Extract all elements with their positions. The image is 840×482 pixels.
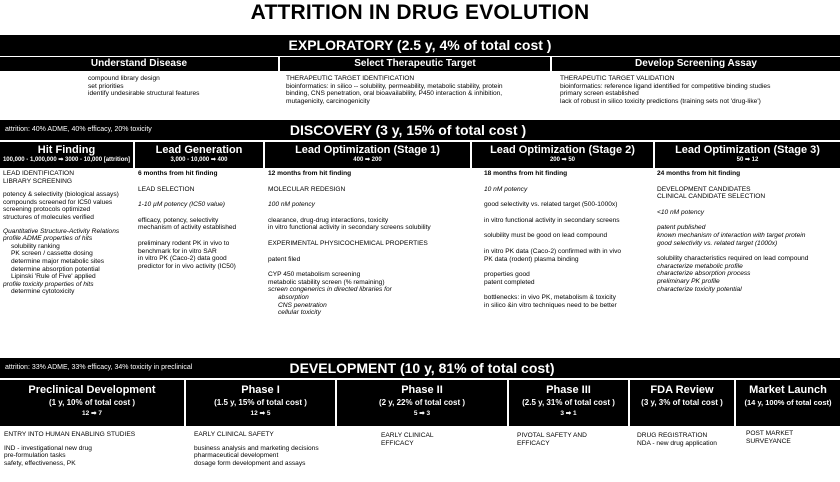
stage-phase-3 <box>509 380 628 426</box>
exploratory-column-1 <box>0 57 278 98</box>
body-line: efficacy, potency, selectivity <box>138 216 219 224</box>
body-line: properties good <box>484 271 530 279</box>
body-line: LEAD IDENTIFICATION <box>3 170 74 177</box>
stage-hit-finding <box>0 142 133 168</box>
body-line: characterize absorption process <box>657 270 751 278</box>
stage-cost: (1 y, 10% of total cost ) <box>48 398 136 407</box>
body-line: absorption <box>278 293 309 301</box>
stage-cost: (3 y, 3% of total cost ) <box>641 398 723 407</box>
body-line: 18 months from hit finding <box>484 170 568 177</box>
column-heading: Select Therapeutic Target <box>280 57 550 71</box>
body-line: good selectivity vs. related target (1000x) <box>657 239 778 247</box>
phase-3-body <box>517 432 627 447</box>
body-line: DEVELOPMENT CANDIDATES <box>657 185 751 193</box>
stage-label: Phase I <box>241 384 280 396</box>
body-line: 12 months from hit finding <box>268 170 352 177</box>
stage-cost: (1.5 y, 15% of total cost ) <box>214 398 307 407</box>
body-line: known mechanism of interaction with target protein <box>657 231 806 239</box>
body-line: IND - investigational new drug <box>4 444 92 452</box>
development-label: DEVELOPMENT (10 y, 81% of total cost) <box>289 360 555 376</box>
development-attrition-note: attrition: 33% ADME, 33% efficacy, 34% toxicity in preclinical <box>5 364 193 371</box>
body-line: profile ADME properties of hits <box>3 235 93 243</box>
stage-attrition: 200 ➡ 50 <box>549 157 576 163</box>
body-line: 100 nM potency <box>268 201 315 209</box>
stage-phase-2 <box>337 380 507 426</box>
body-line: DRUG REGISTRATION <box>637 432 708 439</box>
body-line: PIVOTAL SAFETY AND <box>517 432 587 439</box>
stage-label: Lead Optimization (Stage 3) <box>675 144 820 156</box>
body-line: preliminary rodent PK in vivo to <box>138 239 230 247</box>
body-line: solubility must be good on lead compound <box>484 232 608 240</box>
body-line: clearance, drug-drug interactions, toxicity <box>268 216 389 224</box>
body-line: in vitro PK (Caco-2) data good <box>138 255 227 263</box>
stage-cost: (2 y, 22% of total cost ) <box>378 398 466 407</box>
body-line: bioinformatics: in silico -- solubility, permeability, metabolic stability, protein <box>286 82 503 90</box>
body-line: screening protocols optimized <box>3 206 91 214</box>
body-line: screen congenerics in directed libraries for <box>268 286 392 294</box>
stage-attrition: 5 ➡ 3 <box>413 410 431 417</box>
body-line: dosage form development and assays <box>194 459 306 467</box>
body-line: primary screen established <box>560 90 639 98</box>
body-line: potency & selectivity (biological assays) <box>3 191 119 199</box>
body-line: solubility ranking <box>11 242 60 250</box>
stage-attrition: 3,000 - 10,000 ➡ 400 <box>170 157 228 163</box>
body-line: THERAPEUTIC TARGET IDENTIFICATION <box>286 75 415 82</box>
stage-attrition: 50 ➡ 12 <box>736 157 759 163</box>
exploratory-label: EXPLORATORY (2.5 y, 4% of total cost ) <box>288 37 552 53</box>
phase-1-body <box>194 431 339 467</box>
body-line: 24 months from hit finding <box>657 170 741 177</box>
body-line: EARLY CLINICAL <box>381 432 434 439</box>
body-line: characterize metabolic profile <box>657 262 743 270</box>
stage-label: FDA Review <box>650 384 714 396</box>
body-line: PK data (rodent) plasma binding <box>484 255 579 263</box>
body-line: MOLECULAR REDESIGN <box>268 185 346 193</box>
hit-finding-body <box>3 170 134 350</box>
column-heading: Develop Screening Assay <box>552 57 840 71</box>
body-line: metabolic stability screen (% remaining) <box>268 278 385 286</box>
body-line: structures of molecules verified <box>3 213 94 221</box>
body-line: bioinformatics: reference ligand identified for competitive binding studies <box>560 82 771 90</box>
stage-lead-opt-3 <box>655 142 840 168</box>
body-line: patent published <box>657 224 706 232</box>
stage-lead-generation <box>135 142 263 168</box>
stage-label: Hit Finding <box>37 144 96 156</box>
column-body <box>280 71 550 105</box>
body-line: solubility characteristics required on lead compound <box>657 255 809 263</box>
stage-attrition: 400 ➡ 200 <box>353 157 382 163</box>
body-line: binding, CNS penetration, oral bioavailability, P450 interaction & inhibition, <box>286 90 503 98</box>
body-line: business analysis and marketing decisions <box>194 444 319 452</box>
lead-opt-1-body <box>268 170 471 350</box>
stage-label: Lead Generation <box>155 144 243 156</box>
body-line: patent completed <box>484 278 535 286</box>
stage-fda-review <box>630 380 734 426</box>
body-line: Lipinski 'Rule of Five' applied <box>11 273 96 281</box>
stage-attrition: 12 ➡ 7 <box>82 410 102 417</box>
body-line: EXPERIMENTAL PHYSICOCHEMICAL PROPERTIES <box>268 239 428 247</box>
body-line: EFFICACY <box>517 439 550 447</box>
stage-cost: (2.5 y, 31% of total cost ) <box>522 398 615 407</box>
fda-review-body <box>637 432 737 447</box>
body-line: determine cytotoxicity <box>11 288 75 296</box>
stage-label: Phase II <box>401 384 443 396</box>
body-line: EFFICACY <box>381 439 414 447</box>
body-line: in vitro PK data (Caco-2) confirmed with in vivo <box>484 247 622 255</box>
body-line: patent filed <box>268 255 301 263</box>
body-line: identify undesirable structural features <box>88 90 200 98</box>
stage-lead-opt-1 <box>265 142 470 168</box>
body-line: lack of robust in silico toxicity predictions (training sets not 'drug-like') <box>560 97 761 105</box>
body-line: safety, effectiveness, PK <box>4 459 76 467</box>
stage-label: Market Launch <box>749 384 827 396</box>
stage-lead-opt-2 <box>472 142 653 168</box>
body-line: preliminary PK profile <box>657 277 720 285</box>
body-line: pre-formulation tasks <box>4 452 66 460</box>
body-line: Quantitative Structure-Activity Relations <box>3 227 120 235</box>
lead-generation-body <box>138 170 264 350</box>
body-line: benchmark for in vitro SAR <box>138 247 217 255</box>
body-line: CNS penetration <box>278 301 327 309</box>
lead-opt-3-body <box>657 170 840 350</box>
body-line: pharmaceutical development <box>194 452 279 460</box>
stage-phase-1 <box>186 380 335 426</box>
body-line: set priorities <box>88 82 124 90</box>
body-line: bottlenecks: in vivo PK, metabolism & toxicity <box>484 294 616 302</box>
stage-attrition: 3 ➡ 1 <box>560 410 577 417</box>
exploratory-column-2 <box>280 57 550 105</box>
body-line: POST MARKET <box>746 430 794 437</box>
discovery-label: DISCOVERY (3 y, 15% of total cost ) <box>289 122 527 138</box>
body-line: mutagenicity, carcinogenicity <box>286 97 370 105</box>
stage-attrition: 100,000 - 1,000,000 ➡ 3000 - 10,000 [attrition] <box>2 157 131 163</box>
body-line: LEAD SELECTION <box>138 185 195 193</box>
body-line: in vitro functional activity in secondary screens solubility <box>268 224 431 232</box>
phase-2-body <box>381 432 501 447</box>
body-line: CYP 450 metabolism screening <box>268 271 361 279</box>
discovery-attrition-note: attrition: 40% ADME, 40% efficacy, 20% toxicity <box>5 126 152 133</box>
body-line: 6 months from hit finding <box>138 170 218 177</box>
stage-attrition: 12 ➡ 5 <box>250 410 271 417</box>
page-title: ATTRITION IN DRUG EVOLUTION <box>250 1 590 24</box>
stage-cost: (14 y, 100% of total cost) <box>744 398 832 407</box>
body-line: CLINICAL CANDIDATE SELECTION <box>657 193 766 201</box>
body-line: PK screen / cassette dosing <box>11 250 93 258</box>
column-body <box>0 71 278 98</box>
body-line: 10 nM potency <box>484 185 528 193</box>
body-line: SURVEYANCE <box>746 437 791 445</box>
body-line: EARLY CLINICAL SAFETY <box>194 431 274 438</box>
body-line: mechanism of activity established <box>138 224 237 232</box>
body-line: THERAPEUTIC TARGET VALIDATION <box>560 75 675 82</box>
stage-market-launch <box>736 380 840 426</box>
stage-label: Lead Optimization (Stage 1) <box>295 144 440 156</box>
body-line: compounds screened for IC50 values <box>3 198 113 206</box>
stage-label: Preclinical Development <box>28 384 156 396</box>
body-line: predictor for in vivo activity (IC50) <box>138 262 236 270</box>
body-line: determine absorption potential <box>11 265 100 273</box>
body-line: <10 nM potency <box>657 208 705 216</box>
stage-label: Lead Optimization (Stage 2) <box>490 144 635 156</box>
body-line: cellular toxicity <box>278 309 321 317</box>
body-line: determine major metabolic sites <box>11 257 105 265</box>
body-line: 1-10 µM potency (IC50 value) <box>138 201 225 209</box>
column-heading: Understand Disease <box>0 57 278 71</box>
lead-opt-2-body <box>484 170 654 350</box>
body-line: good selectivity vs. related target (500-1000x) <box>484 201 618 209</box>
body-line: compound library design <box>88 75 160 82</box>
preclinical-body <box>4 431 184 467</box>
market-launch-body <box>746 430 840 445</box>
exploratory-phase-bar <box>0 35 840 56</box>
body-line: in vitro functional activity in secondary screens <box>484 216 620 224</box>
body-line: characterize toxicity potential <box>657 285 742 293</box>
body-line: in silico &in vitro techniques need to be better <box>484 301 617 309</box>
body-line: profile toxicity properties of hits <box>3 280 94 288</box>
body-line: NDA - new drug application <box>637 439 717 447</box>
stage-label: Phase III <box>546 384 591 396</box>
body-line: ENTRY INTO HUMAN ENABLING STUDIES <box>4 431 136 438</box>
column-body <box>552 71 840 105</box>
body-line: LIBRARY SCREENING <box>3 177 73 185</box>
stage-preclinical <box>0 380 184 426</box>
exploratory-column-3 <box>552 57 840 105</box>
